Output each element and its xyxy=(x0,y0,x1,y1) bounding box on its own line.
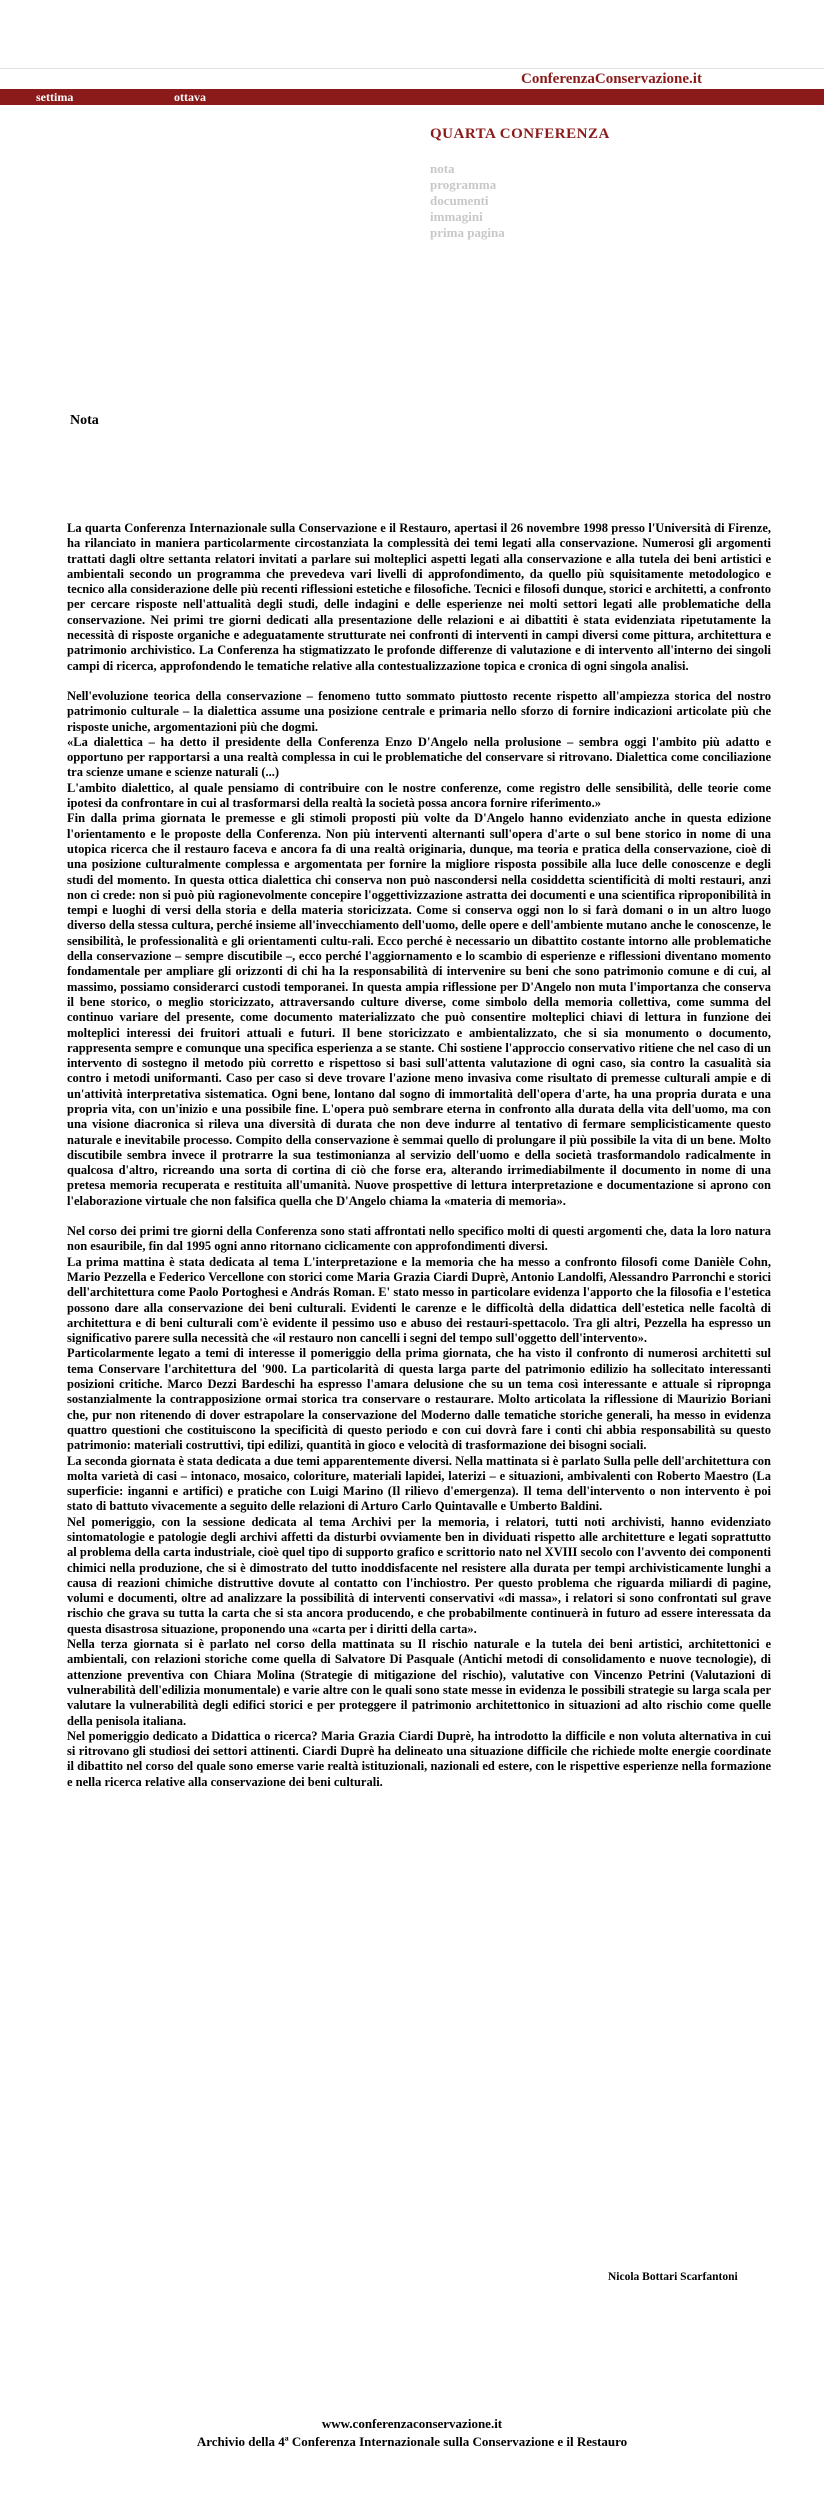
header-divider xyxy=(0,68,824,69)
paragraph-evolution: Nell'evoluzione teorica della conservazione – fenomeno tutto sommato piuttosto recente rispetto all'ampiezza storica del nostro patrimonio culturale – la dialettica assume una posizione centrale e primaria nello sforzo di fornire indicazioni articolate più che risposte uniche, argomentazioni più che dogmi. xyxy=(67,688,771,734)
menu-item-documenti[interactable]: documenti xyxy=(430,193,489,208)
paragraph-first-day: Fin dalla prima giornata le premesse e gli stimoli proposti più volte da D'Angelo hanno evidenziato anche in questa edizione l'orientamento e le proposte della Conferenza. Non più interventi alternanti sull'opera d'arte o sul bene storico in nome di una utopica ricerca che il restauro faceva e ancora fa di una realtà originaria, dunque, ma teoria e pratica della conservazione, cioè di una posizione culturalmente complessa e argomentata per fornire la migliore risposta possibile alla luce delle conoscenze e degli studi del momento. In questa ottica dialettica chi conserva non può nascondersi nella cosiddetta scientificità di molti restauri, anzi non ci crede: non si può più ragionevolmente concepire l'oggettivizzazione astratta dei documenti e una scientifica riproponibilità in tempi e luoghi di versi della storia e della materia storicizzata. Come si conserva oggi non lo si farà domani o in un altro luogo diverso della stessa cultura, perché insieme all'invecchiamento dell'uomo, delle opere e dell'ambiente mutano anche le conoscenze, le sensibilità, le professionalità e gli orientamenti cultu-rali. Ecco perché è necessario un dibattito costante intorno alle problematiche della conservazione – sempre discutibile –, ecco perché l'aggiornamento e lo scambio di esperienze e riflessioni diventano momento fondamentale per ampliare gli orizzonti di chi ha la responsabilità di intervenire su beni che sono patrimonio comune e di cui, al massimo, possiamo considerarci custodi temporanei. In questa ampia riflessione per D'Angelo non muta l'importanza che conserva il bene storico, o meglio storicizzato, attraversando culture diverse, come simbolo della memoria collettiva, come summa del continuo variare del presente, come documento materializzato che può consentire molteplici chiavi di lettura in funzione dei molteplici interessi dei fruitori attuali e futuri. Il bene storicizzato e ambientalizzato, che si sia monumento o documento, rappresenta sempre e comunque una specifica esperienza a se stante. Chi sostiene l'approccio conservativo ritiene che nel caso di un intervento di sostegno il metodo più corretto e rispettoso si basi sull'attenta valutazione di ogni caso, sia contro la casualità sia contro i metodi uniformanti. Caso per caso si deve trovare l'azione meno invasiva come risultato di premesse culturali ampie e di un'attività interpretativa sistematica. Ogni bene, lontano dal sogno di immortalità dell'opera d'arte, ha una propria durata e una propria vita, con un'inizio e una possibile fine. L'opera può sembrare eterna in confronto alla durata della vita dell'uomo, ma con una visione diacronica si rileva una diversità di durata che non deve indurre al tentativo di fermare semplicisticamente questo naturale e inevitabile processo. Compito della conservazione è semmai quello di prolungare il più possibile la vita di un bene. Molto discutibile sembra invece il protrarre la sua testimonianza al servizio dell'uomo e della società trasformandolo radicalmente in qualcosa d'altro, ricreando una sorta di cortina di ciò che forse era, alterando irrimediabilmente il documento in nome di una pretesa memoria recuperata e restituita all'umanità. Nuove prospettive di lettura interpretazione e documentazione si aprono con l'elaborazione virtuale che non falsifica quella che D'Angelo chiama la «materia di memoria». xyxy=(67,811,771,1208)
menu-item-immagini[interactable]: immagini xyxy=(430,209,483,224)
paragraph-topics: Nel corso dei primi tre giorni della Conferenza sono stati affrontati nello specifico molti di questi argomenti che, data la loro natura non esauribile, fin dal 1995 ogni anno ritornano ciclicamente con approfondimenti diversi. xyxy=(67,1224,771,1254)
conference-menu xyxy=(430,161,505,241)
paragraph-intro: La quarta Conferenza Internazionale sulla Conservazione e il Restauro, apertasi il 26 novembre 1998 presso l'Università di Firenze, ha rilanciato in maniera particolarmente circostanziata la complessità dei temi legati alla conservazione. Numerosi gli argomenti trattati dagli oltre settanta relatori invitati a parlare sui molteplici aspetti legati alla conservazione e alla tutela dei beni artistici e ambientali secondo un programma che prevedeva vari livelli di approfondimento, da quello più squisitamente metodologico e tecnico alla considerazione delle più recenti riflessioni estetiche e filosofiche. Tecnici e filosofi dunque, storici e architetti, a confronto per cercare risposte nell'attualità degli studi, delle indagini e delle esperienze nei molti settori legati alle problematiche della conservazione. Nei primi tre giorni dedicati alla presentazione delle relazioni e ai dibattiti è stata evidenziata ripetutamente la necessità di risposte organiche e adeguatamente strutturate nei confronti di interventi in campi diversi come pittura, architettura e patrimonio archivistico. La Conferenza ha stigmatizzato le profonde differenze di valutazione e di intervento all'interno dei singoli campi di ricerca, approfondendo le tematiche relative alla contestualizzazione topica e cronica di ogni singola analisi. xyxy=(67,521,771,673)
section-heading: Nota xyxy=(70,413,99,428)
paragraph-quote: «La dialettica – ha detto il presidente della Conferenza Enzo D'Angelo nella prolusione – sembra oggi l'ambito più adatto e opportuno per rapportarsi a una realtà complessa in cui le problematiche del conservare si ritrovano. Dialettica come conciliazione tra scienze umane e scienze naturali (...) xyxy=(67,734,771,780)
footer-url-link[interactable]: www.conferenzaconservazione.it xyxy=(321,2416,503,2431)
conference-title: QUARTA CONFERENZA xyxy=(430,126,610,142)
author-signature: Nicola Bottari Scarfantoni xyxy=(608,2271,738,2283)
paragraph-day-two: La seconda giornata è stata dedicata a due temi apparentemente diversi. Nella mattinata si è parlato Sulla pelle dell'architettura con molta varietà di casi – intonaco, mosaico, coloriture, materiali lapidei, laterizi – e situazioni, ambivalenti con Roberto Maestro (La superficie: inganni e artifici) e pratiche con Luigi Marino (Il rilievo d'emergenza). Il tema dell'intervento o non intervento è poi stato di battuto vivacemente a seguito delle relazioni di Arturo Carlo Quintavalle e Umberto Baldini. xyxy=(67,1453,771,1514)
paragraph-didactics: Nel pomeriggio dedicato a Didattica o ricerca? Maria Grazia Ciardi Duprè, ha introdotto la difficile e non voluta alternativa in cui si ritrovano gli studiosi dei settori attinenti. Ciardi Duprè ha delineato una situazione difficile che richiede molte energie coordinate il dibattito nel corso del quale sono emerse varie realtà istituzionali, nazionali ed estere, con le rispettive esperienze nella formazione e nella ricerca relative alla conservazione dei beni culturali. xyxy=(67,1728,771,1789)
article-body xyxy=(67,521,771,1790)
nav-next-link[interactable]: ottava xyxy=(174,90,206,104)
nav-prev-link[interactable]: settima xyxy=(36,90,74,104)
paragraph-day-three: Nella terza giornata si è parlato nel corso della mattinata su Il rischio naturale e la tutela dei beni artistici, architettonici e ambientali, con relazioni storiche come quella di Salvatore Di Pasquale (Antichi metodi di consolidamento e nuove tecnologie), di attenzione preventiva con Chiara Molina (Strategie di mitigazione del rischio), valutative con Vincenzo Petrini (Valutazioni di vulnerabilità dell'edilizia monumentale) e varie altre con le quali sono state messe in evidenza le possibili strategie su larga scala per valutare la vulnerabilità degli edifici storici e per proteggere il patrimonio architettonico in situazioni ad alto rischio come quelle della penisola italiana. xyxy=(67,1637,771,1728)
footer-archive-text: Archivio della 4ª Conferenza Internazionale sulla Conservazione e il Restauro xyxy=(196,2434,628,2449)
menu-item-prima-pagina[interactable]: prima pagina xyxy=(430,225,505,240)
menu-item-nota[interactable]: nota xyxy=(430,161,455,176)
paragraph-morning-one: La prima mattina è stata dedicata al tema L'interpretazione e la memoria che ha messo a confronto filosofi come Danièle Cohn, Mario Pezzella e Federico Vercellone con storici come Maria Grazia Ciardi Duprè, Antonio Landolfi, Alessandro Parronchi e storici dell'architettura come Paolo Portoghesi e András Roman. E' stato messo in particolare evidenza l'apporto che la filosofia e l'estetica possono dare alla conservazione dei beni culturali. Evidenti le carenze e le difficoltà della didattica dell'estetica nelle facoltà di architettura e di beni culturali com'è evidente il pessimo uso e abuso dei restauri-spettacolo. Tra gli altri, Pezzella ha espresso un significativo parere sulla necessità che «il restauro non cancelli i segni del tempo sull'oggetto dell'intervento». xyxy=(67,1254,771,1346)
paragraph-quote-end: L'ambito dialettico, al quale pensiamo di contribuire con le nostre conferenze, come registro delle sensibilità, delle teorie come ipotesi da confrontare in cui al trasformarsi della realtà la società possa ancora fornire riferimento.» xyxy=(67,780,771,811)
site-title[interactable]: ConferenzaConservazione.it xyxy=(521,71,702,87)
nav-bar xyxy=(0,89,824,105)
page-footer xyxy=(0,2415,824,2451)
paragraph-afternoon-one: Particolarmente legato a temi di interesse il pomeriggio della prima giornata, che ha visto il confronto di numerosi architetti sul tema Conservare l'architettura del '900. La particolarità di questa larga parte del patrimonio edilizio ha sollecitato interessanti posizioni critiche. Marco Dezzi Bardeschi ha espresso l'amara delusione che su un tema così interessante e attuale si ripropnga sostanzialmente la contrapposizione ormai storica tra conservare o restaurare. Molto articolata la riflessione di Maurizio Boriani che, pur non ritenendo di dover estrapolare la conservazione del Moderno dalle tematiche storiche generali, ha messo in evidenza quattro questioni che costituiscono la specificità di questo periodo e con cui dovrà fare i conti chi abbia responsabilità su questo patrimonio: materiali costruttivi, tipi edilizi, quantità in gioco e velocità di trasformazione dei bisogni sociali. xyxy=(67,1346,771,1453)
paragraph-archives: Nel pomeriggio, con la sessione dedicata al tema Archivi per la memoria, i relatori, tutti noti archivisti, hanno evidenziato sintomatologie e patologie degli archivi affetti da disturbi ovviamente ben in dividuati rispetto alle architetture e legati soprattutto al problema della carta industriale, cioè quel tipo di supporto grafico e scrittorio nato nel XVIII secolo con l'avvento dei componenti chimici nella produzione, che si è dimostrato del tutto inoddisfacente nel resistere alla durata per tempi archivisticamente lunghi a causa di reazioni chimiche distruttive dovute al contatto con l'inchiostro. Per questo problema che riguarda miliardi di pagine, volumi e documenti, oltre ad analizzare la possibilità di interventi conservativi «di massa», i relatori si sono confrontati sul grave rischio che grava su tutta la carta che si sta ancora producendo, e che probabilmente continuerà in futuro ad essere interessata da questa disastrosa situazione, proponendo una «carta per i diritti della carta». xyxy=(67,1514,771,1636)
menu-item-programma[interactable]: programma xyxy=(430,177,497,192)
